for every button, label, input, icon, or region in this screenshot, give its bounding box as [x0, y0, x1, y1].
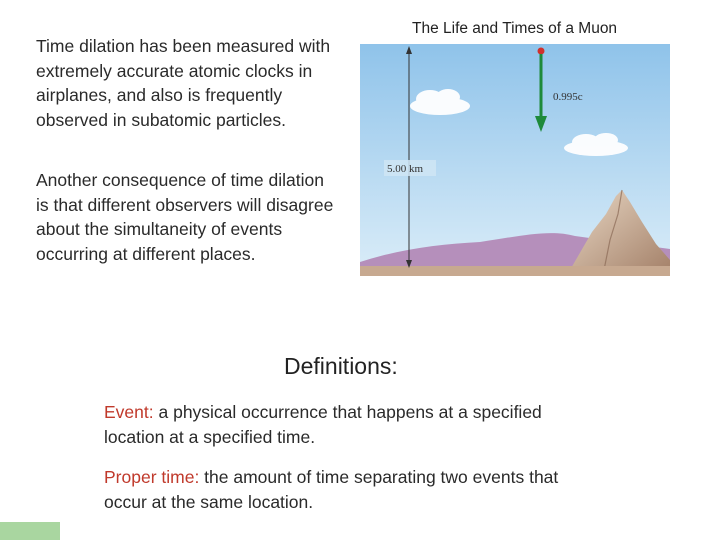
corner-accent-block — [0, 522, 60, 540]
paragraph-simultaneity: Another consequence of time dilation is that different observers will disagree about the simultaneity of events occurring at different places. — [36, 170, 334, 264]
muon-dot — [538, 48, 545, 55]
definition-text: the amount of time separating two events that occur at the same location. — [104, 467, 559, 512]
definition-term: Event: — [104, 402, 154, 422]
figure-title: The Life and Times of a Muon — [412, 20, 618, 37]
definition-text: a physical occurrence that happens at a specified location at a specified time. — [104, 402, 542, 447]
height-label: 5.00 km — [387, 163, 424, 175]
definitions-heading: Definitions: — [284, 353, 398, 379]
definition-term: Proper time: — [104, 467, 200, 487]
ground — [360, 266, 670, 276]
muon-figure — [360, 44, 670, 280]
paragraph-time-dilation-measured: Time dilation has been measured with extremely accurate atomic clocks in airplanes, and also is frequently observed in subatomic particles. — [36, 36, 331, 130]
speed-label: 0.995c — [553, 91, 583, 103]
definition-event — [104, 400, 574, 449]
definition-proper-time — [104, 465, 574, 514]
